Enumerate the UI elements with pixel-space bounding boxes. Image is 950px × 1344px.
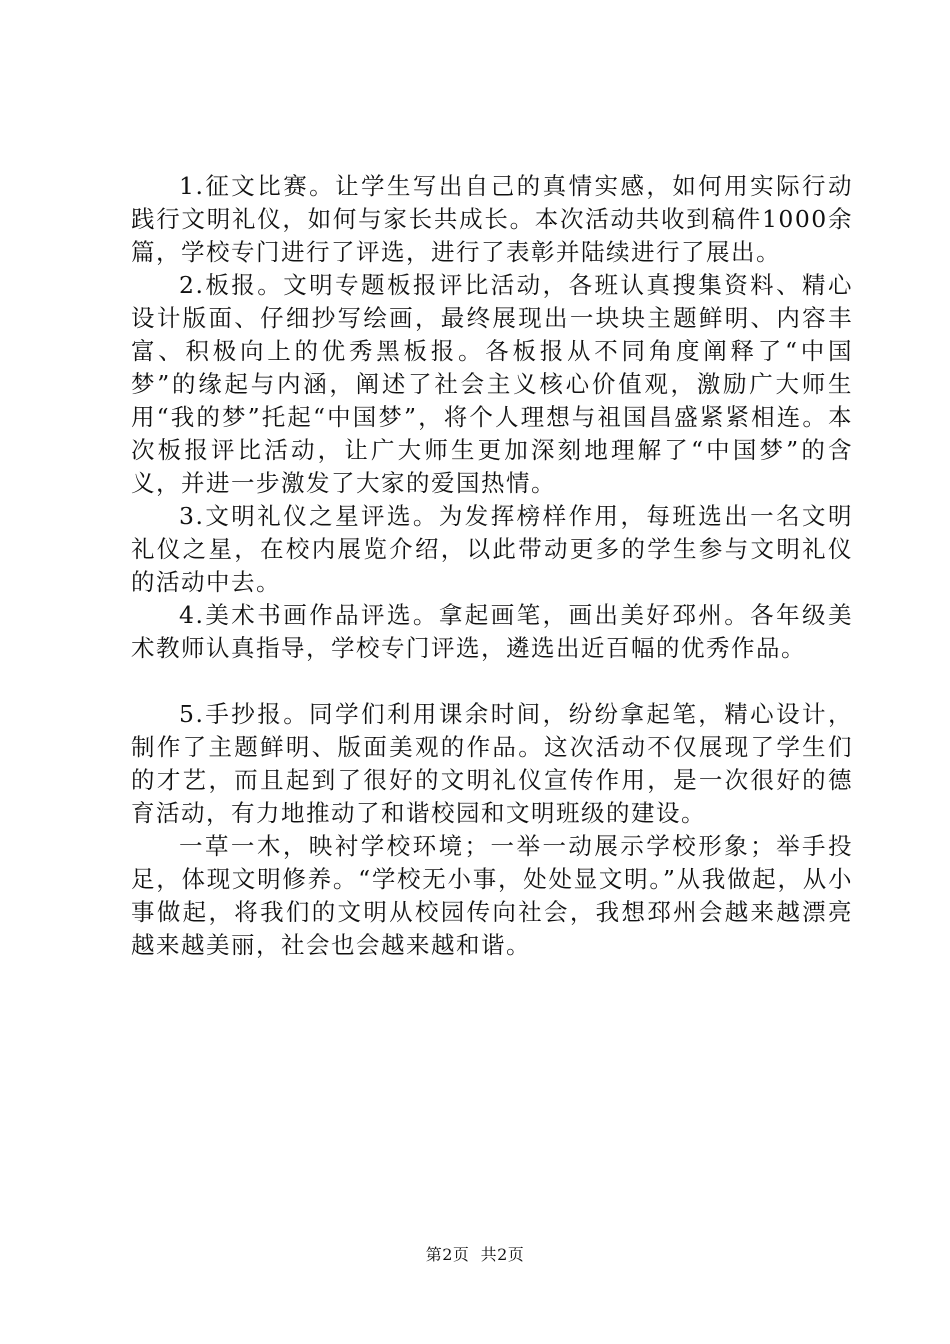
paragraph-art-selection: 4.美术书画作品评选。拿起画笔，画出美好邳州。各年级美术教师认真指导，学校专门评选，遴选出近百幅的优秀作品。 [131, 601, 853, 662]
page-footer [0, 1245, 950, 1265]
paragraph-blackboard: 2.板报。文明专题板报评比活动，各班认真搜集资料、精心设计版面、仔细抄写绘画，最终展现出一块块主题鲜明、内容丰富、积极向上的优秀黑板报。各板报从不同角度阐释了“中国梦”的缘起与内涵，阐述了社会主义核心价值观，激励广大师生用“我的梦”托起“中国梦”，将个人理想与祖国昌盛紧紧相连。本次板报评比活动，让广大师生更加深刻地理解了“中国梦”的含义，并进一步激发了大家的爱国热情。 [131, 271, 853, 497]
paragraph-etiquette-star: 3.文明礼仪之星评选。为发挥榜样作用，每班选出一名文明礼仪之星，在校内展览介绍，以此带动更多的学生参与文明礼仪的活动中去。 [131, 502, 853, 596]
page-number: 第2页 共2页 [425, 1245, 525, 1264]
paragraph-handwritten-newspaper: 5.手抄报。同学们利用课余时间，纷纷拿起笔，精心设计，制作了主题鲜明、版面美观的作品。这次活动不仅展现了学生们的才艺，而且起到了很好的文明礼仪宣传作用，是一次很好的德育活动，有力地推动了和谐校园和文明班级的建设。 [131, 700, 853, 827]
paragraph-essay-contest: 1.征文比赛。让学生写出自己的真情实感，如何用实际行动践行文明礼仪，如何与家长共成长。本次活动共收到稿件1000余篇，学校专门进行了评选，进行了表彰并陆续进行了展出。 [131, 172, 853, 266]
document-body [131, 170, 853, 962]
paragraph-conclusion: 一草一木，映衬学校环境；一举一动展示学校形象；举手投足，体现文明修养。“学校无小事，处处显文明。”从我做起，从小事做起，将我们的文明从校园传向社会，我想邳州会越来越漂亮越来越美丽，社会也会越来越和谐。 [131, 832, 853, 959]
